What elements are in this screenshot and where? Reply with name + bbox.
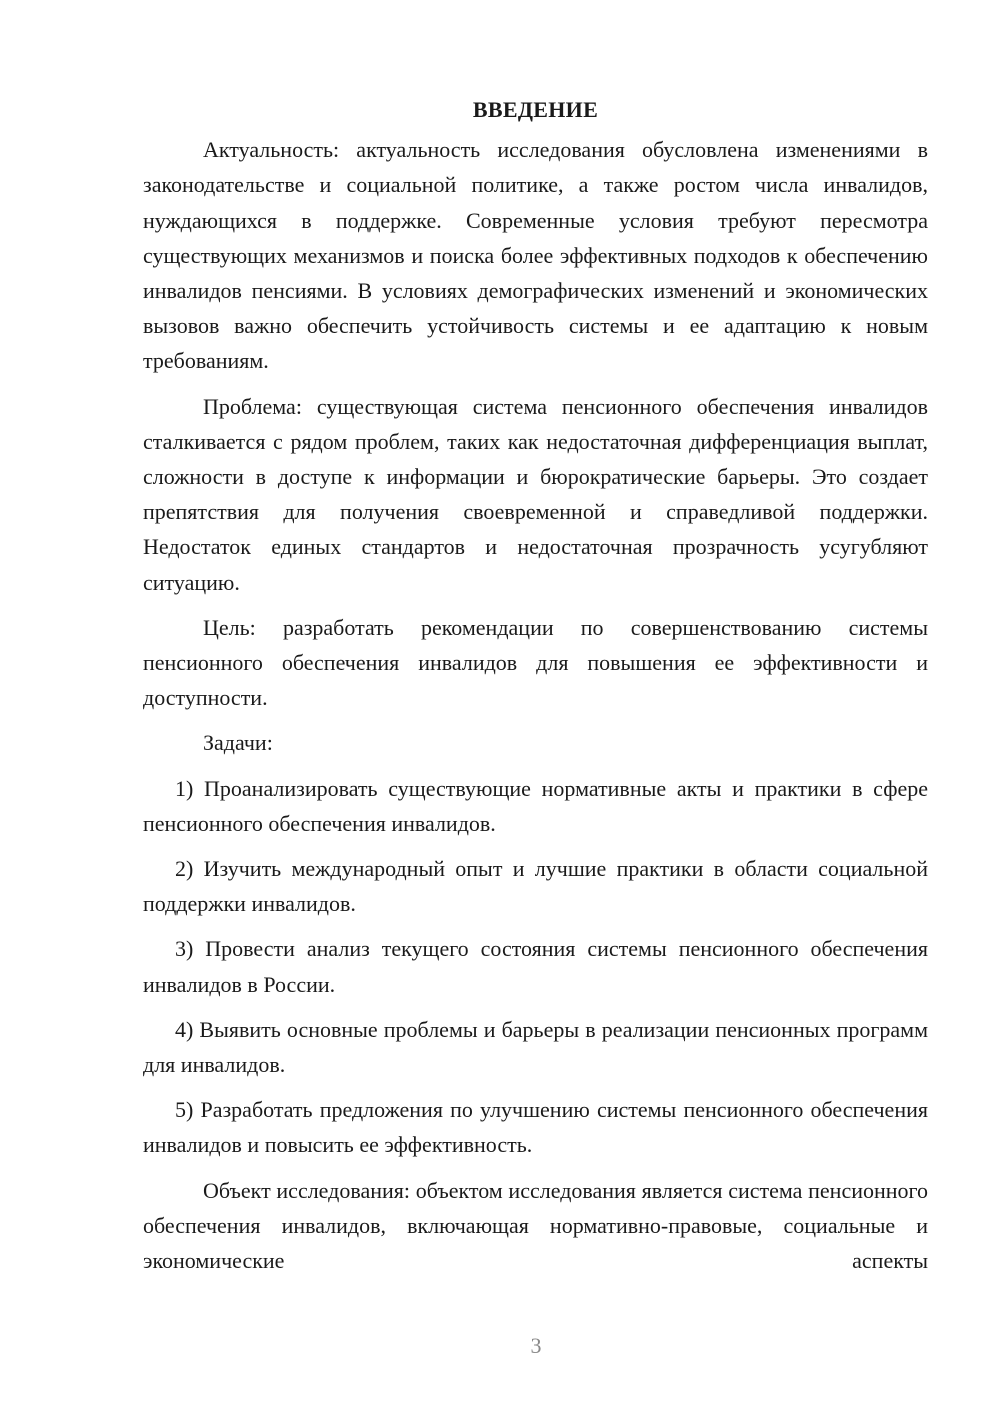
task-item-1: 1) Проанализировать существующие нормативные акты и практики в сфере пенсионного обеспечения инвалидов.: [143, 775, 928, 836]
object-paragraph: Объект исследования: объектом исследования является система пенсионного обеспечения инвалидов, включающая нормативно-правовые, социальные и экономические аспекты: [143, 1177, 928, 1274]
section-title: ВВЕДЕНИЕ: [472, 97, 599, 122]
task-item-3: 3) Провести анализ текущего состояния системы пенсионного обеспечения инвалидов в России.: [143, 936, 928, 997]
page-number: 3: [530, 1333, 542, 1358]
task-item-5: 5) Разработать предложения по улучшению системы пенсионного обеспечения инвалидов и повысить ее эффективность.: [143, 1097, 928, 1158]
document-page: [143, 92, 928, 1288]
relevance-paragraph: Актуальность: актуальность исследования обусловлена изменениями в законодательстве и социальной политике, а также ростом числа инвалидов, нуждающихся в поддержке. Современные условия требуют пересмотра существующих механизмов и поиска более эффективных подходов к обеспечению инвалидов пенсиями. В условиях демографических изменений и экономических вызовов важно обеспечить устойчивость системы и ее адаптацию к новым требованиям.: [143, 137, 928, 374]
problem-paragraph: Проблема: существующая система пенсионного обеспечения инвалидов сталкивается с рядом проблем, таких как недостаточная дифференциация выплат, сложности в доступе к информации и бюрократические барьеры. Это создает препятствия для получения своевременной и справедливой поддержки. Недостаток единых стандартов и недостаточная прозрачность усугубляют ситуацию.: [143, 393, 928, 595]
tasks-heading: Задачи:: [203, 730, 273, 756]
task-item-2: 2) Изучить международный опыт и лучшие практики в области социальной поддержки инвалидов.: [143, 856, 928, 917]
goal-paragraph: Цель: разработать рекомендации по совершенствованию системы пенсионного обеспечения инвалидов для повышения ее эффективности и доступности.: [143, 614, 928, 711]
task-item-4: 4) Выявить основные проблемы и барьеры в реализации пенсионных программ для инвалидов.: [143, 1016, 928, 1078]
